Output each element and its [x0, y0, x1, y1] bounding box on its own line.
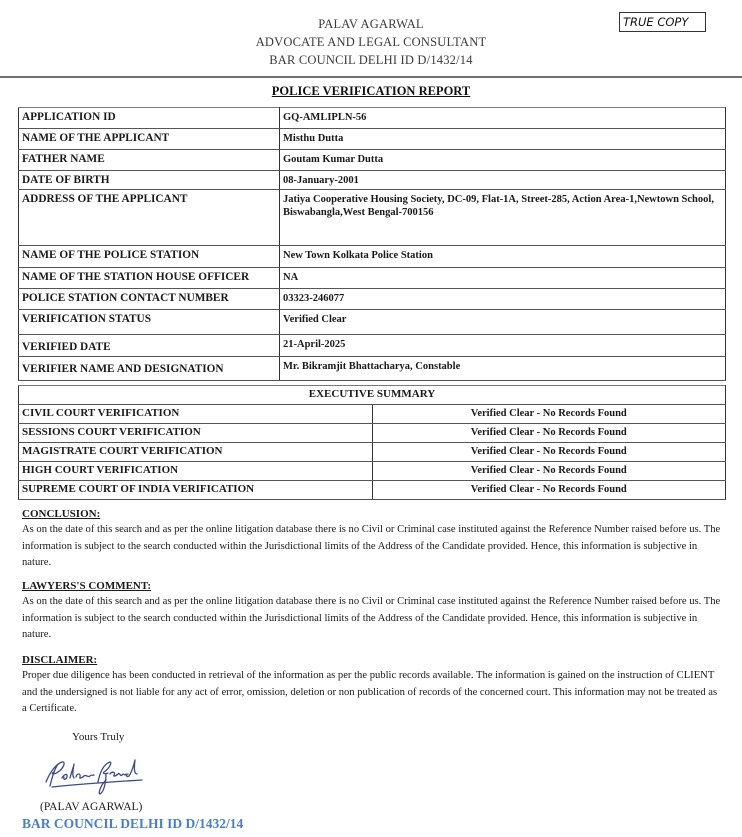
field-value: New Town Kolkata Police Station: [280, 246, 726, 268]
signatory-name: (PALAV AGARWAL): [40, 801, 143, 813]
table-row: [19, 310, 726, 335]
court-status: Verified Clear - No Records Found: [372, 481, 726, 500]
field-label: VERIFICATION STATUS: [19, 310, 280, 335]
field-label: VERIFIER NAME AND DESIGNATION: [19, 357, 280, 381]
conclusion-heading: CONCLUSION:: [22, 508, 101, 520]
court-status: Verified Clear - No Records Found: [372, 462, 726, 481]
court-label: SESSIONS COURT VERIFICATION: [19, 424, 373, 443]
field-label: ADDRESS OF THE APPLICANT: [19, 190, 280, 246]
field-value: Verified Clear: [280, 310, 726, 335]
table-row: [19, 246, 726, 268]
court-status: Verified Clear - No Records Found: [372, 405, 726, 424]
table-row: [19, 424, 726, 443]
applicant-details-table: [18, 107, 726, 381]
field-label: FATHER NAME: [19, 150, 280, 171]
table-row: [19, 108, 726, 129]
field-value: Misthu Dutta: [280, 129, 726, 150]
conclusion-text: As on the date of this search and as per the online litigation database there is no Civil or Criminal case instituted against the Reference Number raised before us. The information is subject to the search conducted within the Jurisdictional limits of the Address of the Candidate provided. Hence, this information is subjective in nature.: [22, 524, 721, 568]
letterhead-name: PALAV AGARWAL: [318, 17, 424, 31]
executive-summary-table: [18, 385, 726, 500]
field-label: NAME OF THE STATION HOUSE OFFICER: [19, 268, 280, 289]
table-row: [19, 289, 726, 310]
table-row: [19, 481, 726, 500]
true-copy-stamp: TRUE COPY: [619, 12, 706, 32]
lawyers-comment-text: As on the date of this search and as per the online litigation database there is no Civil or Criminal case instituted against the Reference Number raised before us. The information is subject to the search conducted within the Jurisdictional limits of the Address of the Candidate provided. Hence, this information is subjective in nature.: [22, 596, 721, 640]
disclaimer-section: [22, 654, 722, 718]
field-label: NAME OF THE APPLICANT: [19, 129, 280, 150]
field-label: NAME OF THE POLICE STATION: [19, 246, 280, 268]
field-value: 21-April-2025: [280, 335, 726, 357]
field-label: POLICE STATION CONTACT NUMBER: [19, 289, 280, 310]
field-value: Mr. Bikramjit Bhattacharya, Constable: [280, 357, 726, 381]
letterhead-bar-id: BAR COUNCIL DELHI ID D/1432/14: [269, 53, 473, 67]
table-row: [19, 462, 726, 481]
table-row: [19, 405, 726, 424]
court-label: HIGH COURT VERIFICATION: [19, 462, 373, 481]
field-value: Jatiya Cooperative Housing Society, DC-09, Flat-1A, Street-285, Action Area-1,Newtown School, Biswabangla,West Bengal-700156: [280, 190, 726, 246]
field-value: NA: [280, 268, 726, 289]
table-row: [19, 171, 726, 190]
header-divider: [0, 76, 742, 78]
table-row: [19, 335, 726, 357]
field-value: Goutam Kumar Dutta: [280, 150, 726, 171]
field-label: DATE OF BIRTH: [19, 171, 280, 190]
field-label: VERIFIED DATE: [19, 335, 280, 357]
court-label: SUPREME COURT OF INDIA VERIFICATION: [19, 481, 373, 500]
executive-summary-title: EXECUTIVE SUMMARY: [19, 386, 726, 405]
lawyers-comment-section: [22, 580, 722, 644]
field-label: APPLICATION ID: [19, 108, 280, 129]
court-status: Verified Clear - No Records Found: [372, 424, 726, 443]
field-value: GQ-AMLIPLN-56: [280, 108, 726, 129]
table-row: [19, 150, 726, 171]
closing-salutation: Yours Truly: [72, 731, 125, 743]
lawyers-comment-heading: LAWYERS'S COMMENT:: [22, 580, 152, 592]
signature-icon: [40, 752, 150, 803]
table-header-row: [19, 386, 726, 405]
conclusion-section: [22, 508, 722, 572]
field-value: 03323-246077: [280, 289, 726, 310]
letterhead-designation: ADVOCATE AND LEGAL CONSULTANT: [255, 35, 487, 49]
field-value: 08-January-2001: [280, 171, 726, 190]
court-status: Verified Clear - No Records Found: [372, 443, 726, 462]
table-row: [19, 190, 726, 246]
disclaimer-heading: DISCLAIMER:: [22, 654, 98, 666]
court-label: MAGISTRATE COURT VERIFICATION: [19, 443, 373, 462]
table-row: [19, 268, 726, 289]
report-title: POLICE VERIFICATION REPORT: [271, 84, 471, 98]
table-row: [19, 443, 726, 462]
table-row: [19, 357, 726, 381]
disclaimer-text: Proper due diligence has been conducted in retrieval of the information as per the public records available. The information is gained on the instruction of CLIENT and the undersigned is not liable for any act of error, omission, deletion or non publication of records of the concerned court. This information may not be treated as a Certificate.: [22, 670, 718, 714]
signatory-bar-id: BAR COUNCIL DELHI ID D/1432/14: [22, 816, 244, 831]
table-row: [19, 129, 726, 150]
court-label: CIVIL COURT VERIFICATION: [19, 405, 373, 424]
